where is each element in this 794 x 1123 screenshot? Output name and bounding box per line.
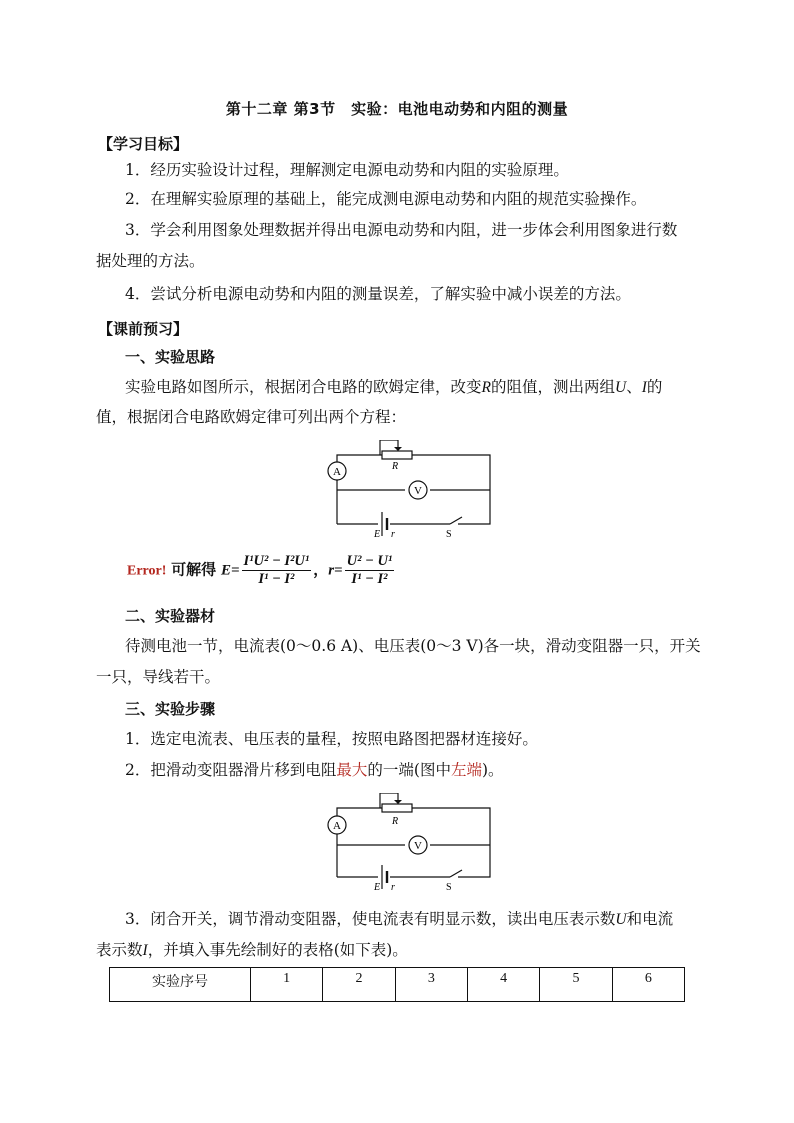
switch-label: S [446,882,452,893]
goals-heading: 【学习目标】 [98,135,189,153]
emf-label: E [374,882,381,893]
emf-label: E [374,529,381,540]
table-cell: 6 [612,968,684,1002]
table-cell: 3 [395,968,467,1002]
ammeter-label: A [333,466,341,478]
rheostat-label: R [392,816,399,827]
paragraph-line: 一只，导线若干。 [96,668,221,686]
step-item: 3．闭合开关，调节滑动变阻器，使电流表有明显示数，读出电压表示数U和电流 [125,910,674,928]
page-title: 第十二章 第3节 实验：电池电动势和内阻的测量 [225,100,569,118]
paragraph-line: 待测电池一节，电流表(0～0.6 A)、电压表(0～3 V)各一块，滑动变阻器一只，开关 [125,637,701,655]
goal-item: 1．经历实验设计过程，理解测定电源电动势和内阻的实验原理。 [125,161,569,179]
data-table [109,967,685,1002]
paragraph-line: 值，根据闭合电路欧姆定律可列出两个方程： [96,408,407,426]
goal-item: 2．在理解实验原理的基础上，能完成测电源电动势和内阻的规范实验操作。 [125,190,647,208]
step-item-continuation: 表示数I，并填入事先绘制好的表格(如下表)。 [96,941,408,959]
solution-formula: Error! 可解得 E= $\frac{\text{I¹U² − I²U¹}}{\text{I¹ − I²}}$ ，r= $\frac{\text{U² − U¹}}{\text{I¹ − I²}}$ [127,553,393,587]
section-heading: 一、实验思路 [125,348,216,366]
rheostat-label: R [392,461,399,472]
goal-item: 4．尝试分析电源电动势和内阻的测量误差，了解实验中减小误差的方法。 [125,285,631,303]
preview-heading: 【课前预习】 [98,320,189,338]
goal-item-continuation: 据处理的方法。 [96,252,205,270]
error-text: Error! [127,563,167,579]
voltmeter-label: V [414,840,422,852]
section-heading: 三、实验步骤 [125,700,216,718]
step-item: 1．选定电流表、电压表的量程，按照电路图把器材连接好。 [125,730,538,748]
table-cell: 1 [251,968,323,1002]
table-row [110,968,685,1002]
paragraph-line: 实验电路如图所示，根据闭合电路的欧姆定律，改变R的阻值，测出两组U、I的 [125,378,663,396]
table-cell: 2 [323,968,395,1002]
ammeter-label: A [333,820,341,832]
table-cell: 5 [540,968,612,1002]
resistance-fraction: $\frac{\text{U² − U¹}}{\text{I¹ − I²}}$ [346,553,393,587]
circuit-diagram-1 [320,440,500,540]
switch-label: S [446,529,452,540]
table-header-cell: 实验序号 [110,968,251,1002]
goal-item: 3．学会利用图象处理数据并得出电源电动势和内阻，进一步体会利用图象进行数 [125,221,678,239]
circuit-diagram-2 [320,793,500,893]
internal-resistance-label: r [391,529,395,540]
internal-resistance-label: r [391,882,395,893]
step-item: 2．把滑动变阻器滑片移到电阻最大的一端(图中左端)。 [125,761,504,779]
section-heading: 二、实验器材 [125,607,216,625]
emf-fraction: $\frac{\text{I¹U² − I²U¹}}{\text{I¹ − I²}}$ [243,553,310,587]
voltmeter-label: V [414,485,422,497]
table-cell: 4 [467,968,539,1002]
